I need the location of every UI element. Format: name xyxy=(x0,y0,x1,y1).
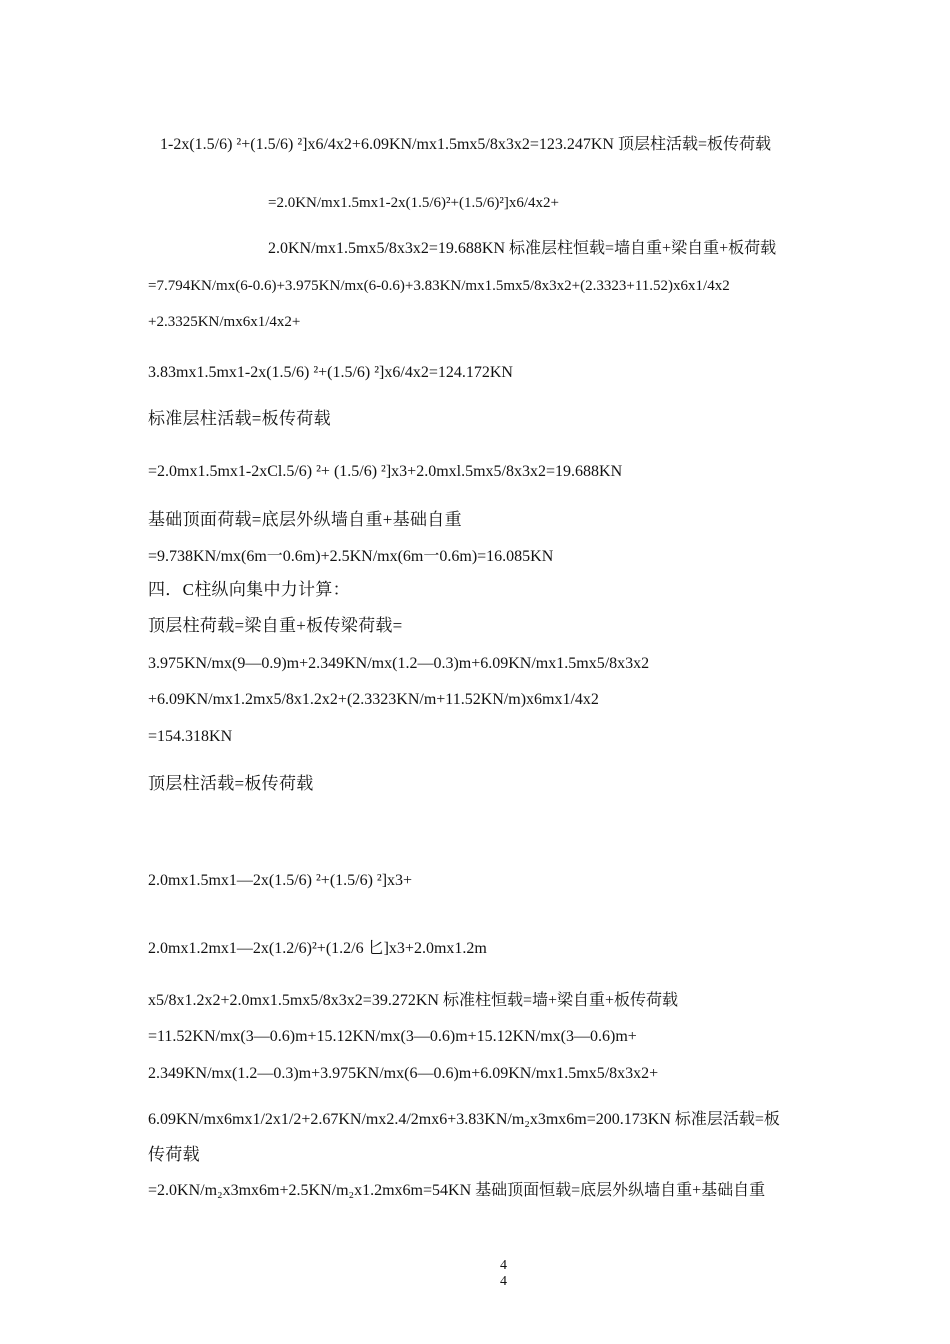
text-line-16: 顶层柱活载=板传荷载 xyxy=(148,774,314,793)
text-line-10: =9.738KN/mx(6m一0.6m)+2.5KN/mx(6m一0.6m)=16.085KN xyxy=(148,548,554,565)
text-line-6: 3.83mx1.5mx1-2x(1.5/6) ²+(1.5/6) ²]x6/4x2=124.172KN xyxy=(148,364,513,381)
section-heading: 四．C柱纵向集中力计算： xyxy=(148,580,350,599)
text-line-4: =7.794KN/mx(6-0.6)+3.975KN/mx(6-0.6)+3.83KN/mx1.5mx5/8x3x2+(2.3323+11.52)x6x1/4x2 xyxy=(148,278,730,294)
text-line-9: 基础顶面荷载=底层外纵墙自重+基础自重 xyxy=(148,510,462,529)
text-line-5: +2.3325KN/mx6x1/4x2+ xyxy=(148,314,301,330)
text-line-7: 标准层柱活载=板传荷载 xyxy=(148,409,331,428)
text-line-23: 传荷载 xyxy=(148,1145,200,1164)
text-line-17: 2.0mx1.5mx1—2x(1.5/6) ²+(1.5/6) ²]x3+ xyxy=(148,872,413,889)
text-line-15: =154.318KN xyxy=(148,728,233,745)
text-line-3: 2.0KN/mx1.5mx5/8x3x2=19.688KN 标准层柱恒载=墙自重+梁自重+板荷载 xyxy=(268,240,777,257)
text-line-8: =2.0mx1.5mx1-2xCl.5/6) ²+ (1.5/6) ²]x3+2.0mxl.5mx5/8x3x2=19.688KN xyxy=(148,463,623,480)
text-line-1: 1-2x(1.5/6) ²+(1.5/6) ²]x6/4x2+6.09KN/mx1.5mx5/8x3x2=123.247KN 顶层柱活载=板传荷载 xyxy=(160,136,771,153)
text-line-12: 顶层柱荷载=梁自重+板传梁荷载= xyxy=(148,616,403,635)
text-line-22: 6.09KN/mx6mx1/2x1/2+2.67KN/mx2.4/2mx6+3.83KN/m₂x3mx6m=200.173KN 标准层活载=板 xyxy=(148,1111,780,1128)
text-line-24: =2.0KN/m₂x3mx6m+2.5KN/m₂x1.2mx6m=54KN 基础顶面恒载=底层外纵墙自重+基础自重 xyxy=(148,1182,766,1199)
text-line-2: =2.0KN/mx1.5mx1-2x(1.5/6)²+(1.5/6)²]x6/4x2+ xyxy=(268,195,560,211)
page-number: 4 xyxy=(500,1258,507,1273)
text-line-14: +6.09KN/mx1.2mx5/8x1.2x2+(2.3323KN/m+11.52KN/m)x6mx1/4x2 xyxy=(148,691,599,708)
page-number-repeat: 4 xyxy=(500,1274,507,1289)
text-line-21: 2.349KN/mx(1.2—0.3)m+3.975KN/mx(6—0.6)m+6.09KN/mx1.5mx5/8x3x2+ xyxy=(148,1065,659,1082)
text-line-19: x5/8x1.2x2+2.0mx1.5mx5/8x3x2=39.272KN 标准柱恒载=墙+梁自重+板传荷载 xyxy=(148,992,679,1009)
text-line-18: 2.0mx1.2mx1—2x(1.2/6)²+(1.2/6 匕]x3+2.0mx1.2m xyxy=(148,940,487,957)
text-line-13: 3.975KN/mx(9—0.9)m+2.349KN/mx(1.2—0.3)m+6.09KN/mx1.5mx5/8x3x2 xyxy=(148,655,650,672)
text-line-20: =11.52KN/mx(3—0.6)m+15.12KN/mx(3—0.6)m+15.12KN/mx(3—0.6)m+ xyxy=(148,1028,637,1045)
